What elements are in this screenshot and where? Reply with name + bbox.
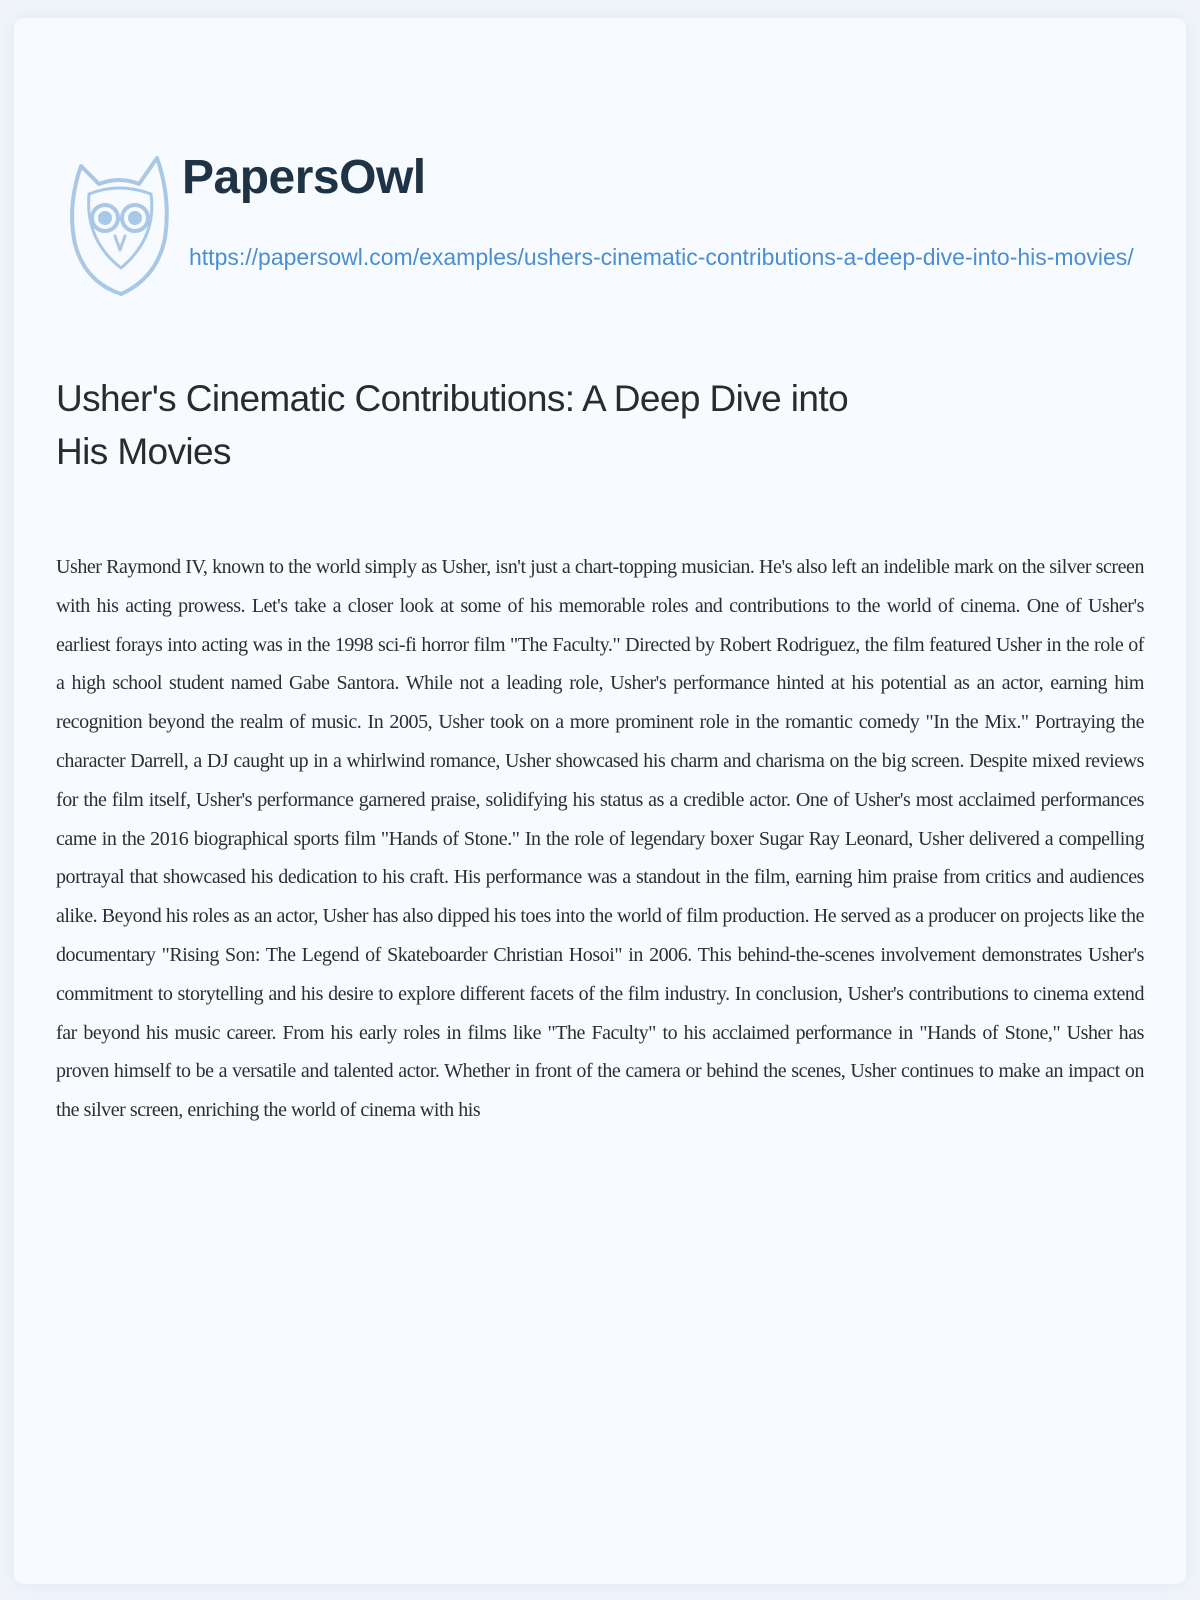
document-title: Usher's Cinematic Contributions: A Deep Dive into His Movies (56, 378, 849, 472)
brand-name[interactable]: PapersOwl (182, 151, 426, 204)
owl-logo-icon (59, 128, 179, 308)
document-body: Usher Raymond IV, known to the world simply as Usher, isn't just a chart-topping musician. He's also left an indelible mark on the silver screen with his acting prowess. Let's take a closer look at some of his memorable roles and contributions to the world of cinema. One of Usher's earliest forays into acting was in the 1998 sci-fi horror film "The Faculty." Directed by Robert Rodriguez, the film featured Usher in the role of a high school student named Gabe Santora. While not a leading role, Usher's performance hinted at his potential as an actor, earning him recognition beyond the realm of music. In 2005, Usher took on a more prominent role in the romantic comedy "In the Mix." Portraying the character Darrell, a DJ caught up in a whirlwind romance, Usher showcased his charm and charisma on the big screen. Despite mixed reviews for the film itself, Usher's performance garnered praise, solidifying his status as a credible actor. One of Usher's most acclaimed performances came in the 2016 biographical sports film "Hands of Stone." In the role of legendary boxer Sugar Ray Leonard, Usher delivered a compelling portrayal that showcased his dedication to his craft. His performance was a standout in the film, earning him praise from critics and audiences alike. Beyond his roles as an actor, Usher has also dipped his toes into the world of film production. He served as a producer on projects like the documentary "Rising Son: The Legend of Skateboarder Christian Hosoi" in 2006. This behind-the-scenes involvement demonstrates Usher's commitment to storytelling and his desire to explore different facets of the film industry. In conclusion, Usher's contributions to cinema extend far beyond his music career. From his early roles in films like "The Faculty" to his acclaimed performance in "Hands of Stone," Usher has proven himself to be a versatile and talented actor. Whether in front of the camera or behind the scenes, Usher continues to make an impact on the silver screen, enriching the world of cinema with his (56, 556, 1144, 1122)
document-page (14, 18, 1186, 1584)
page-header (59, 128, 1159, 308)
source-url-link[interactable]: https://papersowl.com/examples/ushers-cinematic-contributions-a-deep-dive-into-his-movies/ (189, 244, 1134, 270)
